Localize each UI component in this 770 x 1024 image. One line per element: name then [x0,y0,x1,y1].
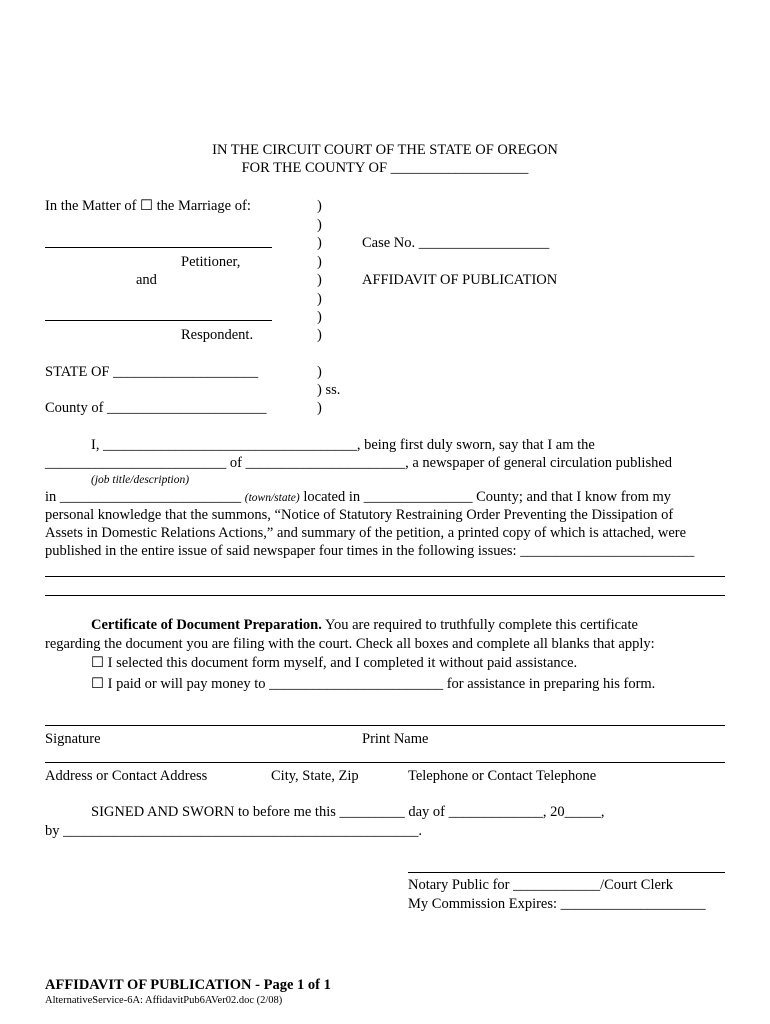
matter-label: In the Matter of ☐ the Marriage of: [45,198,251,214]
paren-ss: ) ss. [317,382,341,398]
paren: ) [317,400,322,416]
paren: ) [317,327,322,343]
issues-blank-line[interactable] [45,576,725,577]
issues-line[interactable]: published in the entire issue of said newspaper four times in the following issues: ________________________ [45,543,695,559]
commission-expires-field[interactable]: My Commission Expires: ____________________ [408,896,706,912]
certificate-line1 [91,616,638,634]
petitioner-name-line[interactable] [45,247,272,248]
county-located-field[interactable]: located in _______________ County; and that I know from my [303,489,672,505]
town-field[interactable]: in _________________________ [45,489,242,505]
address-line[interactable] [45,762,725,763]
respondent-name-line[interactable] [45,320,272,321]
certificate-heading: Certificate of Document Preparation. [91,617,322,633]
paren: ) [317,364,322,380]
self-prepared-checkbox[interactable]: ☐ I selected this document form myself, and I completed it without paid assistance. [91,655,578,671]
address-label: Address or Contact Address [45,768,208,784]
notary-public-field[interactable]: Notary Public for ____________/Court Clerk [408,877,674,893]
footer-reference: AlternativeService-6A: AffidavitPub6AVer02.doc (2/08) [45,995,283,1006]
county-title: FOR THE COUNTY OF ___________________ [241,160,529,176]
body-text: Assets in Domestic Relations Actions,” and summary of the petition, a printed copy of which is attached, were [45,525,687,541]
paren: ) [317,309,322,325]
county-of-field[interactable]: County of ______________________ [45,400,267,416]
certificate-text: You are required to truthfully complete this certificate [324,617,638,633]
job-title-hint: (job title/description) [91,474,190,486]
sworn-date-line[interactable]: SIGNED AND SWORN to before me this _________ day of _____________, 20_____, [91,804,605,820]
respondent-label: Respondent. [181,327,254,343]
petitioner-label: Petitioner, [181,254,241,270]
paren: ) [317,217,322,233]
notary-signature-line[interactable] [408,872,725,873]
state-of-field[interactable]: STATE OF ____________________ [45,364,259,380]
court-title: IN THE CIRCUIT COURT OF THE STATE OF OREGON [212,142,558,158]
signature-line[interactable] [45,725,725,726]
paren: ) [317,254,322,270]
telephone-label: Telephone or Contact Telephone [408,768,597,784]
document-title: AFFIDAVIT OF PUBLICATION [362,272,558,288]
paren: ) [317,235,322,251]
job-newspaper-line[interactable]: _________________________ of ______________________, a newspaper of general circulation published [45,455,673,471]
case-number-field[interactable]: Case No. __________________ [362,235,550,251]
body-text: personal knowledge that the summons, “Notice of Statutory Restraining Order Preventing the Dissipation of [45,507,674,523]
sworn-by-line[interactable]: by _________________________________________________. [45,823,422,839]
print-name-label: Print Name [362,731,429,747]
paren: ) [317,272,322,288]
footer-title: AFFIDAVIT OF PUBLICATION - Page 1 of 1 [45,977,331,993]
affiant-name-line[interactable]: I, ___________________________________, being first duly sworn, say that I am the [91,437,595,453]
paid-assistance-checkbox[interactable]: ☐ I paid or will pay money to ________________________ for assistance in preparing his form. [91,676,656,692]
issues-blank-line[interactable] [45,595,725,596]
paren: ) [317,198,322,214]
and-label: and [136,272,157,288]
signature-label: Signature [45,731,101,747]
town-state-hint: (town/state) [244,492,300,504]
paren: ) [317,291,322,307]
certificate-text: regarding the document you are filing with the court. Check all boxes and complete all blanks that apply: [45,636,655,652]
city-label: City, State, Zip [271,768,359,784]
town-line[interactable] [45,488,671,507]
